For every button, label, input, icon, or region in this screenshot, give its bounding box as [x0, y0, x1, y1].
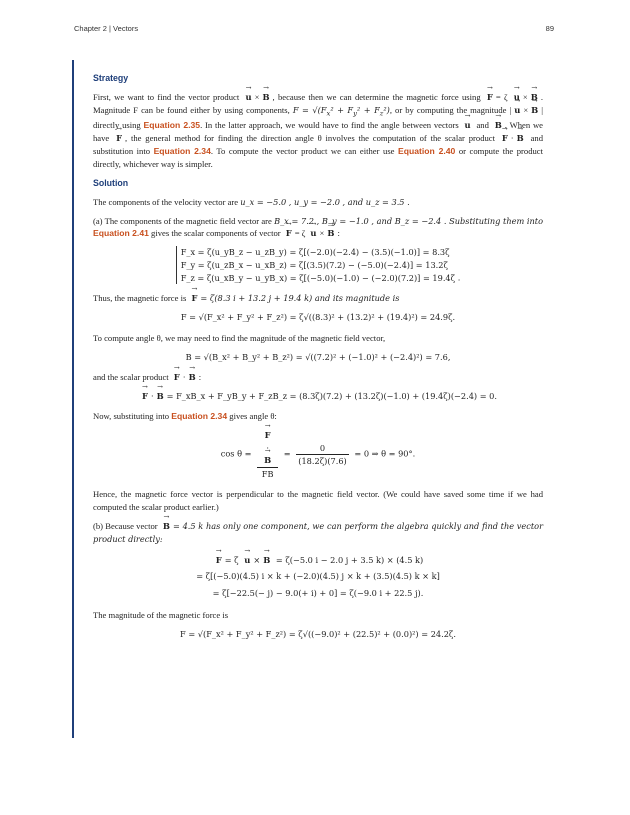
example-left-rule: [72, 60, 74, 738]
force-vector-line: Thus, the magnetic force is → F = ζ(8.3 i + 13.2 j + 19.4 k) and its magnitude is: [93, 292, 543, 305]
force-magnitude-equation: F = √(F_x² + F_y² + F_z²) = ζ√((8.3)² + (13.2)² + (19.4)²) = 24.9ζ.: [180, 312, 456, 323]
page-header: [74, 24, 554, 38]
equation-2-40-link[interactable]: Equation 2.40: [398, 145, 456, 156]
force-components-system: F_x = ζ(u_yB_z − u_zB_y) = ζ[(−2.0)(−2.4) − (3.5)(−1.0)] = 8.3ζ F_y = ζ(u_zB_x − u_xB_z) = ζ[(3.5)(7.2) − (−5.0)(−2.4)] = 13.2ζ F_z = ζ(u_xB_y − u_yB_x) = ζ[(−5.0)(−1.0) − (−2.0)(7.2)] = 19.4ζ .: [93, 246, 543, 284]
substitution-intro: Now, substituting into Equation 2.34 gives angle θ:: [93, 411, 277, 422]
equation-2-41-link[interactable]: Equation 2.41: [93, 228, 149, 239]
strategy-paragraph: First, we want to find the vector product → u ×→ B , because then we can determine the magnetic force using → F = ζ → u ×→ B . Magnitude F can be found either by using components, $F = √(F_x^2 + F_y^2 + F_z^2)$, or by computing the magnitude |→ u ×→ B | directly using Equation 2.35. In the latter approach, we would have to find the angle between vectors → u and → B . When we have → F , the general method for finding the direction angle θ involves the computation of the scalar product → F ·→ B and substitution into Equation 2.34. To compute the vector product we can either use Equation 2.40 or compute the product directly, whichever way is simpler.: [93, 91, 543, 170]
strategy-heading: Strategy: [93, 73, 129, 83]
magnitude-intro: The magnitude of the magnetic force is: [93, 610, 229, 621]
equation-2-34-link-2[interactable]: Equation 2.34: [171, 411, 228, 422]
velocity-components: The components of the velocity vector are u_x = −5.0 , u_y = −2.0 , and u_z = 3.5 .: [93, 196, 410, 207]
scalar-product-intro: and the scalar product → F ·→ B :: [93, 371, 543, 384]
field-magnitude-equation: B = √(B_x² + B_y² + B_z²) = √((7.2)² + (−1.0)² + (−2.4)²) = 7.6,: [185, 351, 451, 362]
equation-2-35-link[interactable]: Equation 2.35: [143, 119, 201, 130]
cosine-equation: cos θ = → F · → B FB = $\frac{0}{(18.2\zeta)(7.6)}$ = 0 ⇒ θ = 90°.: [93, 429, 543, 480]
page-number: 89: [545, 24, 554, 33]
scalar-product-equation: → F ·→ B = F_xB_x + F_yB_y + F_zB_z = (8.3ζ)(7.2) + (13.2ζ)(−1.0) + (19.4ζ)(−2.4) = 0.: [93, 390, 543, 403]
part-a-intro: (a) The components of the magnetic field vector are B_x = 7.2 , B_y = −1.0 , and B_z = −2.4 . Substituting them into Equation 2.41 gives the scalar components of vector → F = ζ → u ×→ B :: [93, 215, 543, 241]
equation-2-34-link[interactable]: Equation 2.34: [153, 145, 211, 156]
part-b-intro: (b) Because vector → B = 4.5 k has only one component, we can perform the algebra quickly and find the vector product directly:: [93, 520, 543, 546]
angle-intro: To compute angle θ, we may need to find the magnitude of the magnetic field vector,: [93, 332, 386, 343]
perpendicular-conclusion: Hence, the magnetic force vector is perpendicular to the magnetic field vector. (We could have saved some time if we had computed the scalar product earlier.): [93, 489, 543, 512]
solution-heading: Solution: [93, 177, 129, 188]
final-magnitude-equation: F = √(F_x² + F_y² + F_z²) = ζ√((−9.0)² + (22.5)² + (0.0)²) = 24.2ζ.: [180, 629, 456, 640]
vector-product-derivation: → F = ζ → u ×→ B = ζ(−5.0 i − 2.0 j + 3.5 k) × (4.5 k) = ζ[(−5.0)(4.5) i × k + (−2.0)(4.5) j × k + (3.5)(4.5) k × k] = ζ[−22.5(− j) − 9.0(+ i) + 0] = ζ(−9.0 i + 22.5 j).: [93, 552, 543, 602]
chapter-label: Chapter 2 | Vectors: [74, 24, 139, 33]
example-body: [93, 72, 543, 648]
